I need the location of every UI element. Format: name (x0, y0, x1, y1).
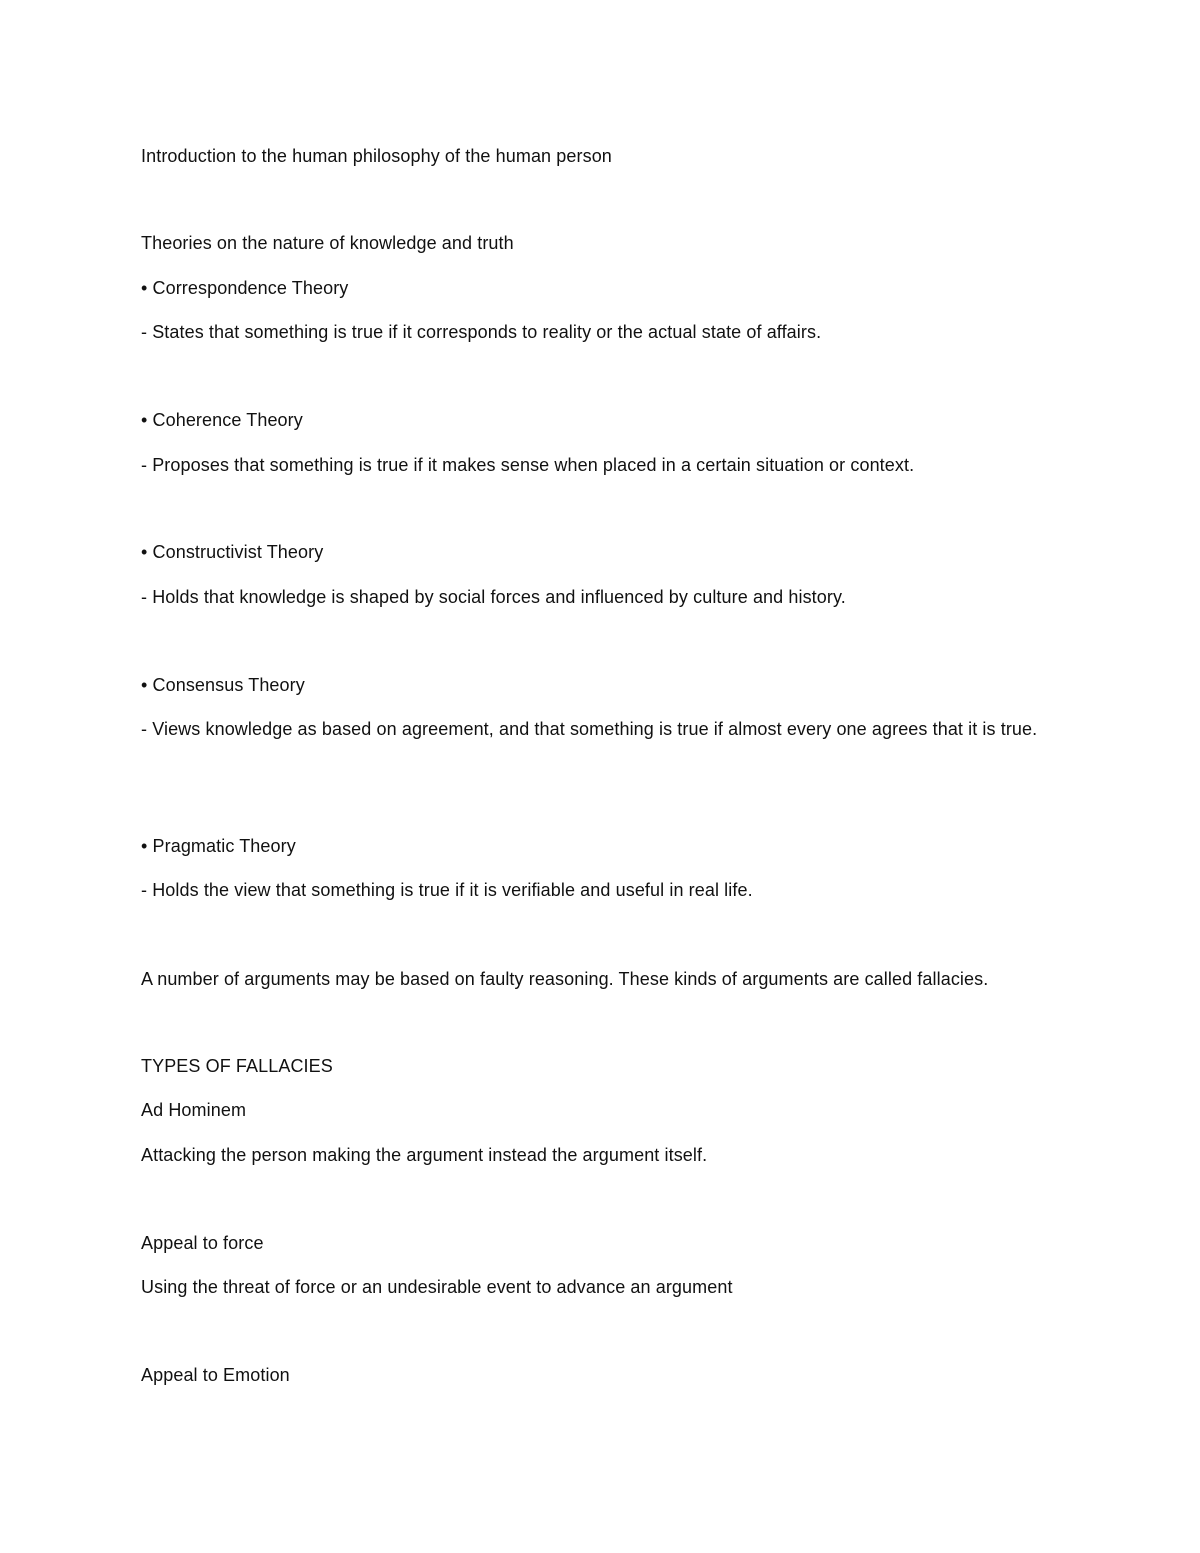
theory-description-coherence: - Proposes that something is true if it makes sense when placed in a certain situation or context. (141, 455, 915, 475)
document-title: Introduction to the human philosophy of the human person (141, 146, 612, 166)
fallacies-intro: A number of arguments may be based on faulty reasoning. These kinds of arguments are called fallacies. (141, 969, 989, 989)
fallacies-heading: TYPES OF FALLACIES (141, 1056, 333, 1076)
fallacy-name-ad-hominem: Ad Hominem (141, 1100, 247, 1120)
theory-name-coherence: • Coherence Theory (141, 410, 303, 430)
fallacy-description-ad-hominem: Attacking the person making the argument instead the argument itself. (141, 1145, 708, 1165)
theories-heading: Theories on the nature of knowledge and truth (141, 233, 514, 253)
theory-name-pragmatic: • Pragmatic Theory (141, 836, 296, 856)
theory-description-correspondence: - States that something is true if it corresponds to reality or the actual state of affairs. (141, 322, 822, 342)
fallacy-name-appeal-to-emotion: Appeal to Emotion (141, 1365, 290, 1385)
theory-description-pragmatic: - Holds the view that something is true if it is verifiable and useful in real life. (141, 880, 753, 900)
fallacy-description-appeal-to-force: Using the threat of force or an undesirable event to advance an argument (141, 1277, 733, 1297)
theory-description-constructivist: - Holds that knowledge is shaped by social forces and influenced by culture and history. (141, 587, 846, 607)
theory-name-correspondence: • Correspondence Theory (141, 278, 349, 298)
theory-name-consensus: • Consensus Theory (141, 675, 305, 695)
theory-name-constructivist: • Constructivist Theory (141, 542, 324, 562)
fallacy-name-appeal-to-force: Appeal to force (141, 1233, 264, 1253)
theory-description-consensus: - Views knowledge as based on agreement, and that something is true if almost every one agrees that it is true. (141, 719, 1038, 739)
